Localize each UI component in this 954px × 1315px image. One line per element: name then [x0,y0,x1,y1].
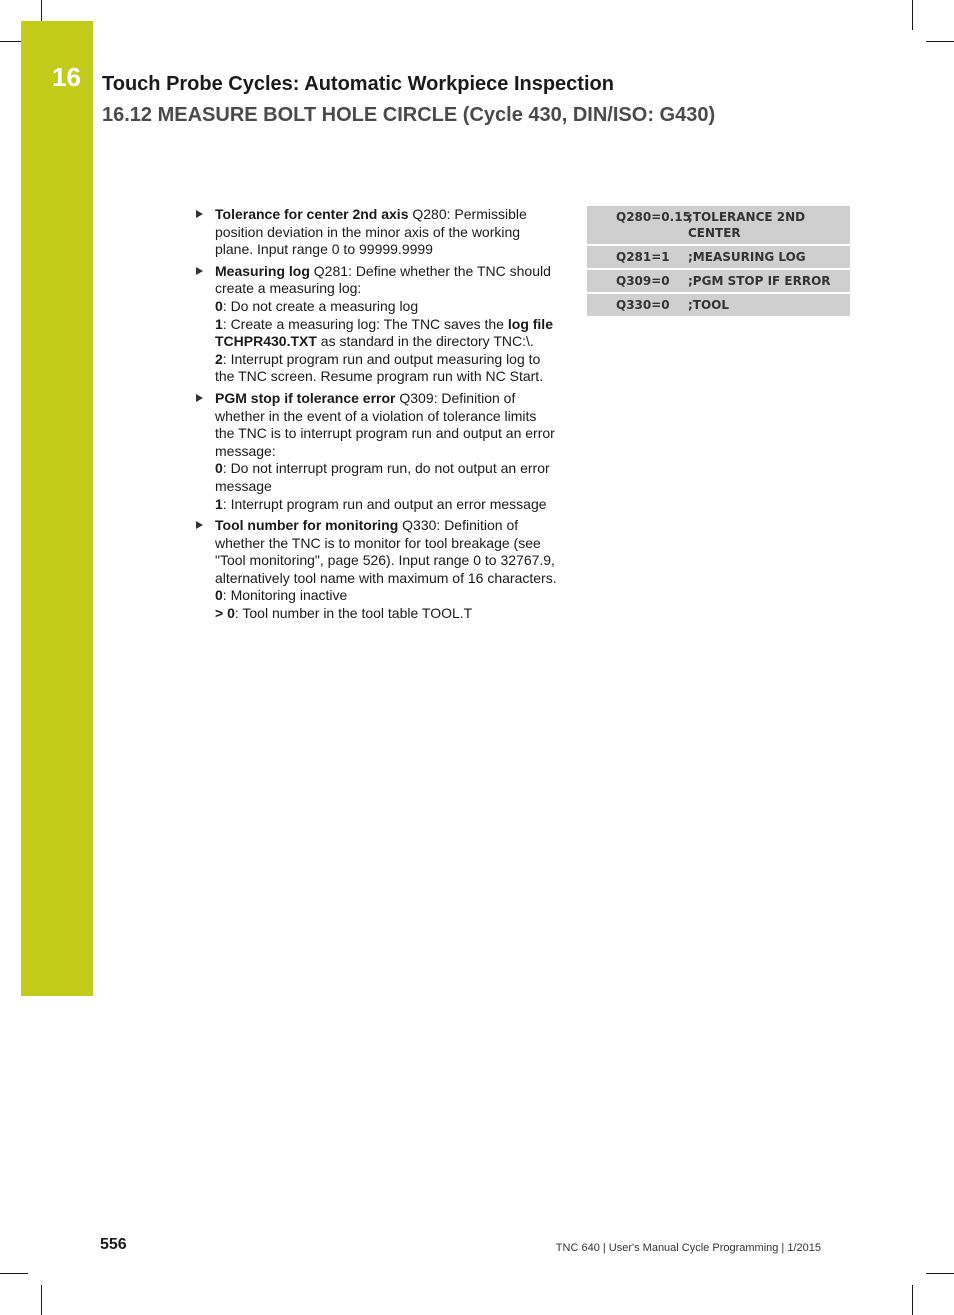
param-label: PGM stop if tolerance error [215,389,396,406]
option-text: : Interrupt program run and output measuring log to the TNC screen. Resume program run with NC Start. [215,350,544,385]
code-param: Q309=0 [616,274,670,288]
option-text: : Monitoring inactive [222,587,348,604]
code-param: Q280=0.15 [616,210,691,224]
code-comment: ;TOLERANCE 2ND CENTER [688,210,806,240]
param-description: Q280: Permissible position deviation in the minor axis of the working plane. Input range 0 to 99999.9999 [215,206,527,258]
triangle-bullet-icon [196,267,203,275]
param-item-q330 [196,517,558,623]
option-key: 0 [215,587,223,604]
crop-mark [912,0,913,30]
page-number: 556 [100,1236,127,1253]
param-item-q281 [196,263,558,386]
footer-doc-info: TNC 640 | User's Manual Cycle Programming | 1/2015 [555,1242,821,1254]
param-description: Q330: Definition of whether the TNC is to monitor for tool breakage (see "Tool monitoring", page 526). Input range 0 to 32767.9, alternatively tool name with maximum of 16 characters. [215,517,557,586]
param-item-q280 [196,206,558,259]
param-label: Measuring log [215,262,310,279]
option-key: 0 [215,460,223,477]
option-text: : Interrupt program run and output an error message [222,495,547,512]
triangle-bullet-icon [196,210,203,218]
table-row [587,206,850,244]
crop-mark [0,1273,28,1274]
chapter-title: Touch Probe Cycles: Automatic Workpiece Inspection [102,73,614,95]
option-text: : Do not create a measuring log [222,297,419,314]
chapter-sidebar [21,21,93,996]
option-text: : Do not interrupt program run, do not output an error message [215,460,550,494]
option-text: : Create a measuring log: The TNC saves the [222,315,508,332]
code-param: Q281=1 [616,250,670,264]
option-text: as standard in the directory TNC:\. [316,333,534,350]
section-title: 16.12 MEASURE BOLT HOLE CIRCLE (Cycle 430, DIN/ISO: G430) [102,104,716,126]
triangle-bullet-icon [196,521,203,529]
parameter-list [196,206,558,627]
log-file-name: log file TCHPR430.TXT [215,315,553,350]
table-row [587,292,850,316]
param-description: Q309: Definition of whether in the event of a violation of tolerance limits the TNC is to interrupt program run and output an error message: [215,389,555,459]
crop-mark [41,0,42,21]
crop-mark [41,1285,42,1315]
option-key: 1 [215,495,223,512]
triangle-bullet-icon [196,394,203,402]
chapter-number: 16 [52,62,81,92]
table-row [587,244,850,268]
crop-mark [926,1273,954,1274]
option-key: 2 [215,350,223,367]
nc-code-table [587,206,850,316]
option-text: : Tool number in the tool table TOOL.T [234,605,473,622]
crop-mark [912,1285,913,1315]
option-key: 0 [215,297,223,314]
crop-mark [926,41,954,42]
param-label: Tolerance for center 2nd axis [215,206,409,222]
code-comment: ;TOOL [688,298,730,312]
option-key: 1 [215,315,223,332]
crop-mark [0,41,21,42]
param-item-q309 [196,390,558,513]
table-row [587,268,850,292]
option-key: > 0 [215,605,235,622]
code-param: Q330=0 [616,298,670,312]
code-comment: ;PGM STOP IF ERROR [688,274,831,288]
code-comment: ;MEASURING LOG [688,250,806,264]
param-label: Tool number for monitoring [215,517,399,534]
param-description: Q281: Define whether the TNC should create a measuring log: [215,262,551,297]
